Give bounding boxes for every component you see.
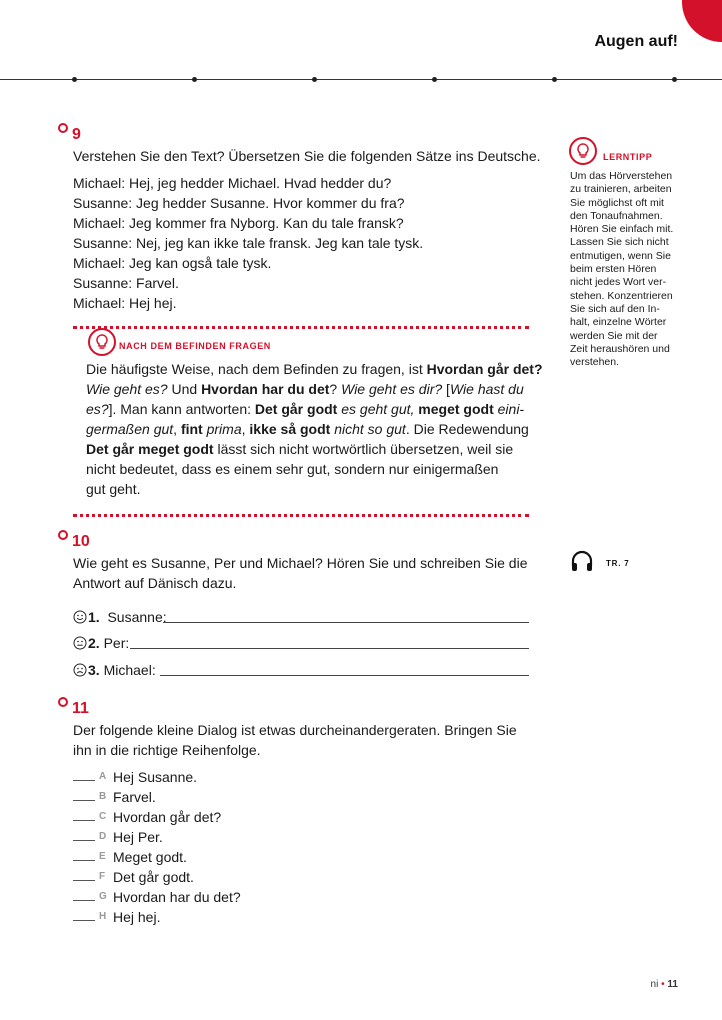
exercise-9-dialog	[73, 173, 423, 313]
page-number: 11	[667, 979, 678, 990]
tip-line	[86, 419, 529, 439]
exercise-marker-icon	[58, 697, 68, 707]
rule-dot	[312, 77, 317, 82]
lerntipp-line: zu trainieren, arbeiten	[570, 183, 672, 196]
order-text: Meget godt.	[113, 849, 187, 865]
rule-dot	[192, 77, 197, 82]
tip-label: NACH DEM BEFINDEN FRAGEN	[119, 341, 271, 351]
order-blank[interactable]	[73, 860, 95, 861]
item-name: Per:	[103, 635, 130, 651]
item-name: Susanne:	[107, 609, 167, 625]
lerntipp-line: verstehen.	[570, 356, 620, 369]
exercise-marker-icon	[58, 123, 68, 133]
headphones-icon	[570, 550, 594, 572]
item-number: 2.	[88, 635, 100, 651]
dialog-line: Michael: Jeg kan også tale tysk.	[73, 255, 272, 271]
dialog-line: Susanne: Farvel.	[73, 275, 179, 291]
exercise-marker-icon	[58, 530, 68, 540]
tip-text-segment: fint	[180, 421, 203, 437]
tip-text-segment: nicht bedeutet, dass es einem sehr gut, sondern nur einigermaßen	[86, 461, 499, 477]
answer-line-per[interactable]	[130, 648, 529, 649]
order-blank[interactable]	[73, 900, 95, 901]
order-blank[interactable]	[73, 920, 95, 921]
exercise-10-number: 10	[72, 533, 90, 550]
exercise-10-instruction-line: Wie geht es Susanne, Per und Michael? Hören Sie und schreiben Sie die	[73, 555, 528, 571]
lerntipp-label: LERNTIPP	[603, 152, 653, 162]
order-letter: H	[99, 911, 107, 922]
lightbulb-icon	[88, 328, 116, 356]
answer-row	[73, 607, 529, 627]
order-text: Hvordan har du det?	[113, 889, 241, 905]
lerntipp-line: entmutigen, wenn Sie	[570, 249, 671, 262]
order-item	[73, 807, 273, 827]
order-text: Farvel.	[113, 789, 156, 805]
tip-text-segment: ]. Man kann antworten:	[108, 401, 255, 417]
exercise-11-instruction-line: Der folgende kleine Dialog ist etwas durcheinandergeraten. Bringen Sie	[73, 722, 517, 738]
order-letter: G	[99, 891, 107, 902]
exercise-11-number: 11	[72, 700, 89, 717]
exercise-9-number: 9	[72, 126, 81, 143]
tip-text-segment: ikke så godt	[249, 421, 331, 437]
tip-line	[86, 479, 516, 499]
order-letter: F	[99, 871, 106, 882]
tip-text-segment: Wie hast du	[449, 381, 524, 397]
tip-line	[86, 459, 516, 479]
answer-line-susanne[interactable]	[163, 622, 529, 623]
order-letter: E	[99, 851, 106, 862]
tip-line	[86, 439, 516, 459]
tip-line	[86, 379, 524, 399]
tip-text-segment: Und	[167, 381, 202, 397]
exercise-9-instruction: Verstehen Sie den Text? Übersetzen Sie die folgenden Sätze ins Deutsche.	[73, 148, 541, 164]
tip-text-segment: ,	[241, 421, 250, 437]
lerntipp-line: beim ersten Hören	[570, 263, 657, 276]
order-blank[interactable]	[73, 820, 95, 821]
tip-text-segment: nicht so gut	[334, 421, 406, 437]
order-text: Hej Susanne.	[113, 769, 198, 785]
track-label: TR. 7	[606, 559, 630, 568]
tip-text-segment: meget godt	[418, 401, 494, 417]
tip-text-segment: lässt sich nicht wortwörtlich übersetzen, weil sie	[213, 441, 514, 457]
tip-text-segment: [	[442, 381, 450, 397]
tip-text-segment: es?	[86, 401, 109, 417]
tip-text-segment: gut geht.	[86, 481, 141, 497]
lightbulb-icon	[569, 137, 597, 165]
dialog-line: Susanne: Nej, jeg kan ikke tale fransk. Jeg kan tale tysk.	[73, 235, 424, 251]
tip-text-segment: Hvordan har du det	[201, 381, 330, 397]
tip-text-segment: Hvordan går det?	[426, 361, 543, 377]
page-footer	[651, 979, 678, 990]
dialog-line: Michael: Jeg kommer fra Nyborg. Kan du tale fransk?	[73, 215, 404, 231]
order-text: Hej hej.	[113, 909, 161, 925]
tip-text-segment: prima	[206, 421, 242, 437]
order-text: Det går godt.	[113, 869, 194, 885]
smiley-neutral-icon	[73, 636, 87, 650]
order-blank[interactable]	[73, 780, 95, 781]
order-item	[73, 767, 273, 787]
exercise-10-instruction-line: Antwort auf Dänisch dazu.	[73, 575, 237, 591]
lerntipp-line: werden Sie mit der	[570, 329, 658, 342]
header-rule	[0, 79, 722, 80]
tip-text-segment: . Die Redewendung	[405, 421, 529, 437]
lerntipp-line: den Tonaufnahmen.	[570, 209, 663, 222]
order-letter: C	[99, 811, 107, 822]
order-item	[73, 907, 273, 927]
smiley-happy-icon	[73, 610, 87, 624]
tip-text-segment: Wie geht es dir?	[341, 381, 443, 397]
order-item	[73, 847, 273, 867]
order-item	[73, 887, 273, 907]
order-blank[interactable]	[73, 880, 95, 881]
tip-text-segment: Det går meget godt	[86, 441, 214, 457]
lerntipp-line: Um das Hörverstehen	[570, 170, 673, 182]
dialog-line: Michael: Hej hej.	[73, 295, 177, 311]
page-title: Augen auf!	[594, 33, 678, 50]
order-letter: D	[99, 831, 107, 842]
lerntipp-line: Hören Sie einfach mit.	[570, 223, 674, 236]
tip-text-segment: ?	[329, 381, 342, 397]
rule-dot	[552, 77, 557, 82]
exercise-11-instruction-line: ihn in die richtige Reihenfolge.	[73, 742, 261, 758]
footer-dot: •	[661, 979, 665, 990]
smiley-sad-icon	[73, 663, 87, 677]
order-item	[73, 827, 273, 847]
tip-line	[86, 399, 525, 419]
lerntipp-body	[570, 170, 685, 369]
lerntipp-line: Sie möglichst oft mit	[570, 196, 664, 209]
lerntipp-line: Zeit heraushören und	[570, 342, 670, 355]
order-letter: B	[99, 791, 107, 802]
tip-line	[86, 359, 543, 379]
item-number: 1.	[88, 609, 100, 625]
item-name: Michael:	[103, 662, 156, 678]
tip-text-segment: germaßen gut	[86, 421, 174, 437]
tip-text-segment: Die häufigste Weise, nach dem Befinden zu fragen, ist	[86, 361, 427, 377]
answer-line-michael[interactable]	[160, 675, 529, 676]
order-item	[73, 787, 273, 807]
dialog-line: Susanne: Jeg hedder Susanne. Hvor kommer du fra?	[73, 195, 405, 211]
tip-text-segment: Det går godt	[254, 401, 338, 417]
order-text: Hvordan går det?	[113, 809, 222, 825]
answer-row	[73, 660, 529, 680]
rule-dot	[672, 77, 677, 82]
tip-text-segment: eini-	[493, 401, 525, 417]
tip-body	[86, 359, 543, 499]
rule-dot	[432, 77, 437, 82]
tip-text-segment: ,	[173, 421, 181, 437]
order-blank[interactable]	[73, 840, 95, 841]
answer-row	[73, 633, 529, 653]
tip-text-segment: es geht gut,	[341, 401, 415, 417]
footer-marker: ni	[650, 979, 659, 990]
lerntipp-line: Lassen Sie sich nicht	[570, 236, 669, 249]
order-text: Hej Per.	[113, 829, 163, 845]
lerntipp-line: nicht jedes Wort ver-	[570, 276, 667, 289]
lerntipp-line: stehen. Konzentrieren	[570, 289, 673, 302]
dialog-line: Michael: Hej, jeg hedder Michael. Hvad hedder du?	[73, 175, 392, 191]
order-letter: A	[99, 771, 107, 782]
tip-text-segment: Wie geht es?	[86, 381, 168, 397]
rule-dot	[72, 77, 77, 82]
lerntipp-line: Sie sich auf den In-	[570, 302, 660, 315]
order-blank[interactable]	[73, 800, 95, 801]
corner-accent-circle	[682, 0, 722, 42]
lerntipp-line: halt, einzelne Wörter	[570, 316, 667, 329]
item-number: 3.	[88, 662, 100, 678]
order-item	[73, 867, 273, 887]
